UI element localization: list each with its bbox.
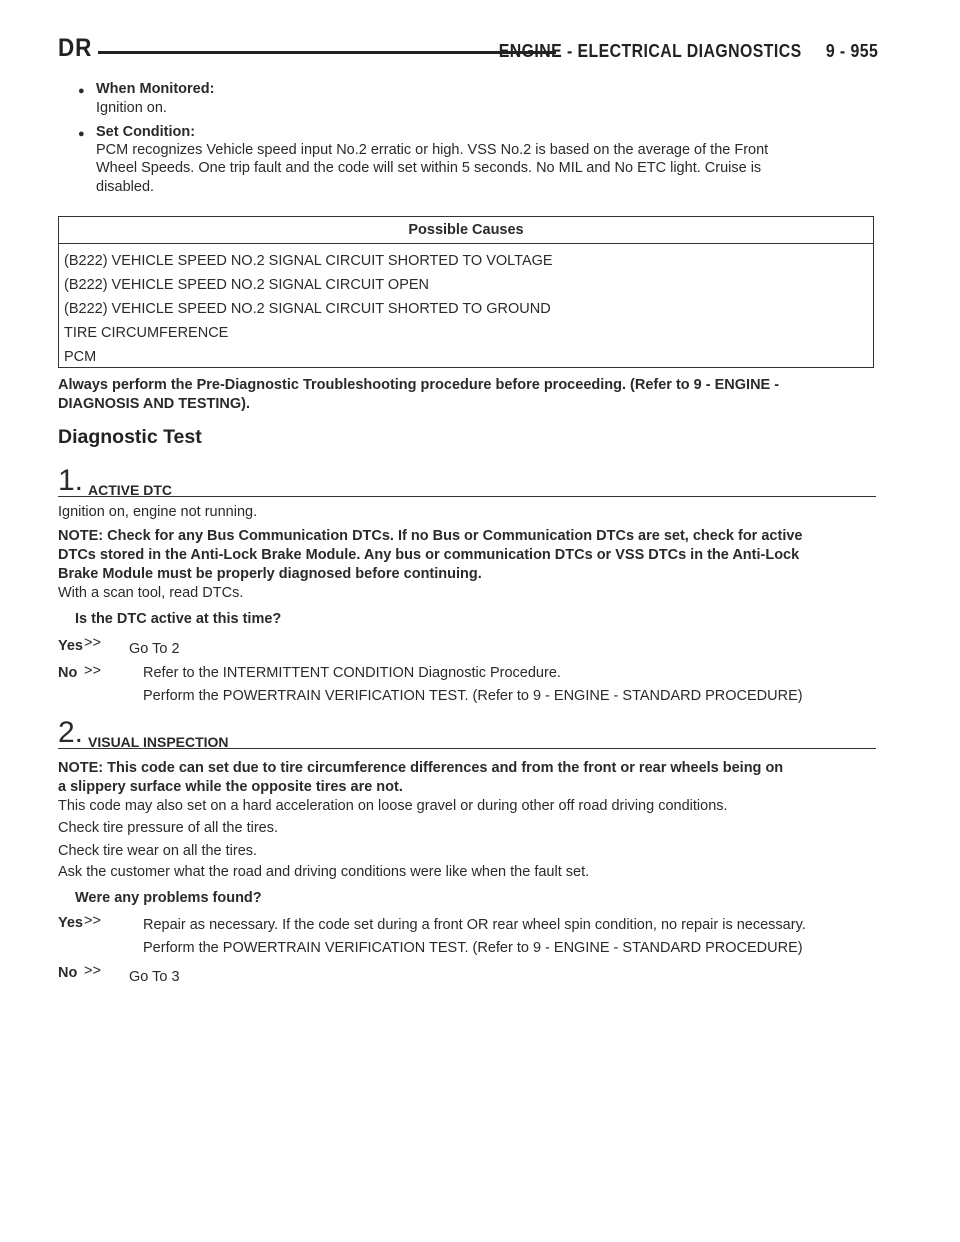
- header-manual-code: DR: [58, 34, 93, 62]
- when-monitored-text: Ignition on.: [96, 100, 167, 116]
- possible-causes-table: [58, 216, 874, 368]
- step-number: 1.: [58, 464, 84, 497]
- bullet-icon: ●: [78, 128, 85, 140]
- answer-arrow: >>: [84, 963, 101, 979]
- answer-arrow: >>: [84, 663, 101, 679]
- answer-yes-label: Yes: [58, 638, 83, 654]
- step-1-intro: Ignition on, engine not running.: [58, 504, 258, 520]
- step-1-heading: [58, 464, 876, 498]
- always-note-line-2: DIAGNOSIS AND TESTING).: [58, 396, 250, 412]
- step-1-note-line: Brake Module must be properly diagnosed before continuing.: [58, 566, 482, 582]
- step-2-note-line: a slippery surface while the opposite tires are not.: [58, 779, 403, 795]
- step-2-question: Were any problems found?: [75, 890, 262, 906]
- answer-yes-text: Perform the POWERTRAIN VERIFICATION TEST. (Refer to 9 - ENGINE - STANDARD PROCEDURE): [143, 940, 803, 956]
- step-1-note-line: DTCs stored in the Anti-Lock Brake Module. Any bus or communication DTCs or VSS DTCs in the Anti-Lock: [58, 547, 800, 563]
- answer-yes-text: Go To 2: [129, 641, 180, 657]
- step-2-body: Check tire wear on all the tires.: [58, 843, 258, 859]
- answer-arrow: >>: [84, 635, 101, 651]
- cause-item: PCM: [64, 349, 97, 365]
- answer-no-text: Go To 3: [129, 969, 180, 985]
- step-2-note-line: NOTE: This code can set due to tire circumference differences and from the front or rear wheels being on: [58, 760, 784, 776]
- answer-no-label: No: [58, 665, 78, 681]
- bullet-icon: ●: [78, 85, 85, 97]
- answer-yes-text: Repair as necessary. If the code set during a front OR rear wheel spin condition, no repair is necessary.: [143, 917, 806, 933]
- header-rule: [98, 51, 556, 54]
- cause-item: TIRE CIRCUMFERENCE: [64, 325, 229, 341]
- cause-item: (B222) VEHICLE SPEED NO.2 SIGNAL CIRCUIT SHORTED TO GROUND: [64, 301, 551, 317]
- diagnostic-test-heading: Diagnostic Test: [58, 426, 202, 448]
- answer-no-text: Refer to the INTERMITTENT CONDITION Diagnostic Procedure.: [143, 665, 561, 681]
- answer-no-text: Perform the POWERTRAIN VERIFICATION TEST. (Refer to 9 - ENGINE - STANDARD PROCEDURE): [143, 688, 803, 704]
- set-condition-line-2: Wheel Speeds. One trip fault and the code will set within 5 seconds. No MIL and No ETC light. Cruise is: [96, 160, 762, 176]
- answer-no-label: No: [58, 965, 78, 981]
- always-note-line-1: Always perform the Pre-Diagnostic Troubleshooting procedure before proceeding. (Refer to 9 - ENGINE -: [58, 377, 780, 393]
- possible-causes-title: Possible Causes: [59, 217, 873, 244]
- header-section-page: ENGINE - ELECTRICAL DIAGNOSTICS 9 - 955: [498, 41, 878, 61]
- set-condition-label: Set Condition:: [96, 124, 196, 140]
- cause-item: (B222) VEHICLE SPEED NO.2 SIGNAL CIRCUIT OPEN: [64, 277, 430, 293]
- step-title: ACTIVE DTC: [88, 482, 172, 498]
- step-2-body: Check tire pressure of all the tires.: [58, 820, 279, 836]
- step-2-body: This code may also set on a hard acceleration on loose gravel or during other off road driving conditions.: [58, 798, 728, 814]
- page-header: [58, 36, 878, 66]
- cause-item: (B222) VEHICLE SPEED NO.2 SIGNAL CIRCUIT SHORTED TO VOLTAGE: [64, 253, 553, 269]
- step-2-heading: [58, 716, 876, 750]
- step-1-body: With a scan tool, read DTCs.: [58, 585, 244, 601]
- set-condition-line-1: PCM recognizes Vehicle speed input No.2 erratic or high. VSS No.2 is based on the average of the Front: [96, 142, 769, 158]
- answer-yes-label: Yes: [58, 915, 83, 931]
- step-2-body: Ask the customer what the road and driving conditions were like when the fault set.: [58, 864, 590, 880]
- step-1-question: Is the DTC active at this time?: [75, 611, 282, 627]
- when-monitored-label: When Monitored:: [96, 81, 215, 97]
- answer-arrow: >>: [84, 913, 101, 929]
- step-number: 2.: [58, 716, 84, 749]
- set-condition-line-3: disabled.: [96, 179, 155, 195]
- step-1-note-line: NOTE: Check for any Bus Communication DTCs. If no Bus or Communication DTCs are set, check for active: [58, 528, 803, 544]
- step-title: VISUAL INSPECTION: [88, 734, 229, 750]
